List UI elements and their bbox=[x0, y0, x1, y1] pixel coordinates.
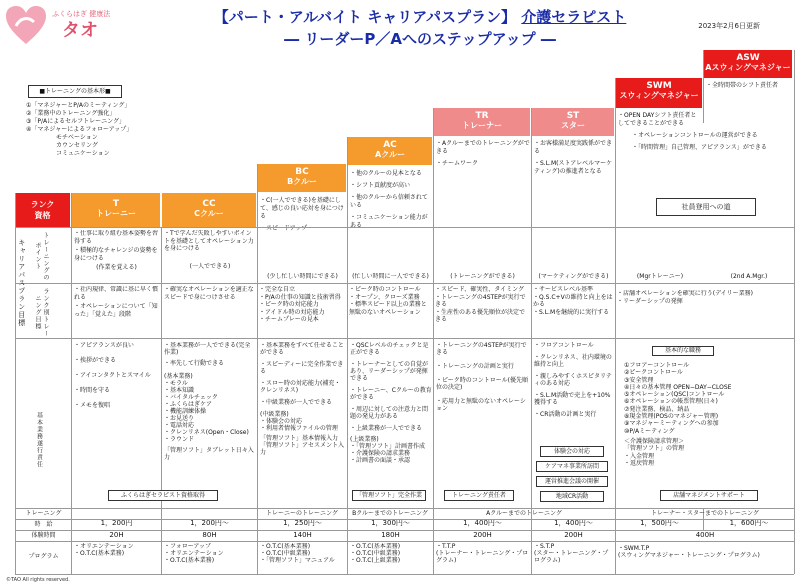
rank-goal-text: ・トレーニングの4STEPが実行できる bbox=[435, 293, 526, 308]
step-text-tr bbox=[436, 140, 530, 172]
rank-goal-text: ・社内規律、常識に基に早く慣れる bbox=[74, 286, 159, 301]
row-label-training: トレーニング bbox=[25, 510, 62, 517]
step-text: ・OPEN DAYシフト責任者としてできることができる bbox=[618, 112, 697, 127]
rank-goal-text: ・S.L.Mを継続的に実行する bbox=[533, 308, 610, 316]
grid-line bbox=[794, 50, 795, 574]
step-code: ASW bbox=[736, 53, 760, 63]
training-point-t bbox=[74, 230, 159, 282]
training-point-note-swm: (Mgrトレーニー) bbox=[636, 273, 684, 280]
duty-text: ④日々の基本管理 OPEN−DAY−CLOSE bbox=[624, 383, 732, 391]
step-header-asw bbox=[704, 50, 792, 78]
hours-bc: 140H bbox=[293, 532, 312, 539]
duty-text: ⑧現金管理(POSのマネジャー管理) bbox=[624, 413, 719, 421]
swm-duty-heading: 基本的な職務 bbox=[652, 346, 714, 356]
step-header-tr bbox=[434, 108, 530, 136]
grid-line bbox=[531, 108, 532, 574]
duty-text: ⑩P/Aミーティング bbox=[624, 427, 675, 435]
rank-goal-text: ・生産性のある優先順位が決定できる bbox=[435, 308, 526, 323]
duty-text: ＜介護保険請求管理＞ bbox=[624, 437, 685, 445]
duty-st bbox=[534, 342, 614, 442]
duty-text: ・機能訓練体操 bbox=[164, 408, 207, 415]
update-date: 2023年2月6日更新 bbox=[698, 22, 760, 30]
duty-text: (上級業務) bbox=[350, 436, 379, 443]
program-text: ・O.T.C(基本業務) bbox=[74, 550, 125, 557]
duty-text: ・上級業務が一人でできる bbox=[350, 425, 423, 432]
program-ac bbox=[350, 543, 432, 564]
grid-line bbox=[347, 137, 348, 574]
training-point-note-ac: (忙しい時間に一人でできる) bbox=[352, 273, 429, 280]
rank-goal-text: ・スピード、確実性、タイミング bbox=[435, 286, 524, 293]
duty-text: ・電話対応 bbox=[164, 422, 195, 429]
hours-cc: 80H bbox=[202, 532, 217, 539]
rank-goal-tr bbox=[435, 286, 530, 336]
basics-heading: ■トレーニングの基本形■ bbox=[28, 85, 122, 98]
duty-text: ・QSCレベルのチェックと是正ができる bbox=[350, 342, 429, 356]
grid-line bbox=[71, 193, 72, 574]
program-text: (スウィングマネジャー・トレーニング・プログラム) bbox=[618, 552, 760, 559]
program-text: ・フォローアップ bbox=[164, 543, 211, 550]
rank-goal-text: ・リーダーシップの発揮 bbox=[617, 297, 683, 305]
rank-goal-t bbox=[74, 286, 159, 336]
duty-text: ・介護保険の請求業務 bbox=[350, 450, 411, 457]
rank-goal-label: ランク別トレーニング目標 bbox=[34, 287, 49, 337]
program-text: (トレーナー・トレーニング・プログラム) bbox=[436, 550, 529, 564]
step-name: スター bbox=[561, 121, 585, 130]
title-part-b: 介護セラピスト bbox=[521, 8, 627, 26]
step-text: ・他のクルーの見本となる bbox=[350, 170, 422, 177]
rank-goal-text: ・店舗オペレーションを確実に行う(デイリー業務) bbox=[617, 290, 754, 297]
training-point-cc bbox=[164, 230, 256, 282]
duty-text: ・返戻管理 bbox=[624, 459, 655, 467]
step-header-swm bbox=[616, 78, 702, 108]
rank-goal-text: ・オペレーションについて「知った」「覚えた」段階 bbox=[74, 303, 158, 318]
step-code: BC bbox=[295, 167, 309, 177]
training-lead-box: トレーニング責任者 bbox=[444, 490, 514, 501]
program-st bbox=[534, 543, 614, 564]
grid-line bbox=[15, 508, 794, 509]
rank-goal-text: ・ピーク時のコントロール bbox=[349, 286, 421, 293]
rank-goal-text: ・オープン、クローズ業務 bbox=[349, 293, 420, 301]
rank-line1: ランク bbox=[30, 200, 55, 209]
program-text: (スター・トレーニング・プログラム) bbox=[534, 550, 609, 564]
program-text: ・O.T.C(基本業務) bbox=[260, 543, 311, 550]
duty-text: ・アイコンタクトとスマイル bbox=[74, 372, 151, 379]
training-point-note-tr: (トレーニングができる) bbox=[450, 273, 515, 280]
grid-line bbox=[15, 574, 794, 575]
hours-ac: 180H bbox=[381, 532, 400, 539]
step-code: T bbox=[112, 199, 120, 209]
rank-goal-text: ・完全な自立 bbox=[259, 286, 296, 293]
rank-goal-text: ・サービスレベル基準 bbox=[533, 286, 594, 293]
duty-text: ①フロアーコントロール bbox=[624, 362, 690, 369]
training-point-text: ・積極的なチャレンジの姿勢を身につける bbox=[74, 247, 158, 262]
heart-logo-icon bbox=[4, 4, 48, 46]
hours-st: 200H bbox=[564, 532, 583, 539]
training-point-label: トレーニングのポイント bbox=[34, 231, 49, 281]
copyright: ©TAO All rights reserved. bbox=[6, 577, 70, 583]
duty-text: ・「管理ソフト」計画書作成 bbox=[350, 443, 426, 450]
row-label-program: プログラム bbox=[28, 553, 59, 560]
training-point-note: (作業を覚える) bbox=[96, 264, 137, 271]
duty-text: ・バイタルチェック bbox=[164, 394, 218, 401]
row-label-hours: 体験時間 bbox=[31, 532, 56, 539]
duty-text: ・親しみやすくホスピタリティのある対応 bbox=[534, 373, 612, 387]
grid-line bbox=[615, 78, 616, 574]
duty-text: ・中級業務が一人でできる bbox=[260, 399, 333, 406]
basics-item: ②「業務中のトレーニング強化」 bbox=[26, 110, 116, 117]
duty-text: ・トレーニングの計画と実行 bbox=[436, 363, 514, 370]
step-name: Aスウィングマネジャー bbox=[705, 63, 791, 72]
grid-line bbox=[15, 541, 794, 542]
store-support-box: 店舗マネジメントサポート bbox=[660, 490, 758, 501]
duty-ac bbox=[350, 342, 432, 484]
basics-item: コミュニケーション bbox=[56, 150, 110, 157]
duty-text: ・体験会の対応 bbox=[260, 418, 303, 425]
grid-line bbox=[433, 108, 434, 574]
wage-swm: 1，500円〜 bbox=[640, 520, 679, 527]
step-code: ST bbox=[566, 111, 580, 121]
step-text: ・チームワーク bbox=[436, 160, 479, 167]
duty-text: ⑥オペレーションの帳票管理(日々) bbox=[624, 398, 718, 406]
basics-item: ③「P/Aによるセルフトレーニング」 bbox=[26, 118, 126, 125]
duty-text: ・挨拶ができる bbox=[74, 357, 117, 364]
step-name: Aクルー bbox=[375, 150, 405, 159]
training-span-t: トレーニーのトレーニング bbox=[266, 510, 338, 517]
rank-goal-swm bbox=[617, 290, 793, 336]
program-text: ・O.T.C(基本業務) bbox=[350, 543, 401, 550]
step-name: Cクルー bbox=[194, 209, 224, 218]
duty-text: ・率先して行動できる bbox=[164, 360, 225, 367]
step-name: トレーナー bbox=[462, 121, 502, 130]
rank-goal-text: ・チームプレーの見本 bbox=[259, 316, 319, 323]
training-point-text: ・Tで学んだ失敗しやすいポイントを基礎としてオペレーション力を身につける bbox=[164, 230, 254, 252]
duty-text: ・スロー時の対応能力(補充・クレンリネス) bbox=[260, 380, 341, 394]
rank-goal-text: ・確実なオペレーションを適正なスピードで身につけさせる bbox=[164, 286, 254, 301]
duty-text: 「管理ソフト」基本情報入力 bbox=[260, 435, 339, 442]
page-subtitle: ― リーダーP／Aへのステップアップ ― bbox=[284, 30, 556, 48]
step-text-swm bbox=[618, 112, 794, 156]
duty-cc bbox=[164, 342, 256, 482]
duty-text: 「管理ソフト」の管理 bbox=[624, 445, 685, 453]
basics-item: モチベーション bbox=[56, 134, 98, 141]
duty-text: ・クレンリネス、社内環境の維持と向上 bbox=[534, 354, 612, 368]
grid-line bbox=[15, 530, 794, 531]
duty-text: ⑦発注業務、検品、納品 bbox=[624, 405, 690, 413]
step-header-cc bbox=[162, 193, 256, 227]
duty-text: ・お見送り bbox=[164, 415, 195, 422]
step-text: ・Aクルーまでのトレーニングができる bbox=[436, 140, 530, 155]
step-code: AC bbox=[383, 140, 397, 150]
duty-text: ③安全管理 bbox=[624, 376, 654, 384]
step-text-st bbox=[534, 140, 614, 180]
program-text: ・O.T.C(上級業務) bbox=[350, 557, 401, 564]
step-text-bc bbox=[260, 197, 346, 237]
training-point-note-st: (マーケティングができる) bbox=[538, 273, 609, 280]
step-text: ・スピードアップ bbox=[260, 225, 308, 232]
grid-line bbox=[15, 338, 794, 339]
logo-line1: ふくらはぎ bbox=[52, 10, 87, 18]
duty-text: ・計画書の面談・承認 bbox=[350, 457, 411, 464]
basics-list bbox=[26, 102, 166, 158]
duty-text: ・フロアコントロール bbox=[534, 342, 594, 349]
step-text-ac bbox=[350, 170, 432, 234]
wage-bc: 1，250円〜 bbox=[283, 520, 322, 527]
program-text: ・「管理ソフト」マニュアル bbox=[260, 557, 335, 564]
duty-text: ・入金管理 bbox=[624, 452, 655, 460]
step-text: ・他のクルーから信頼されている bbox=[350, 194, 428, 209]
rank-goal-cc bbox=[164, 286, 256, 336]
basics-item: ④「マネジャーによるフォローアップ」 bbox=[26, 126, 133, 133]
title-part-a: 【パート・アルバイト キャリアパスプラン】 bbox=[213, 8, 517, 26]
hours-swm: 400H bbox=[695, 532, 715, 539]
duty-text: ・応用力と無駄のないオペレーション bbox=[436, 398, 526, 412]
duty-text: ⑨マネジャーミーティングへの参加 bbox=[624, 420, 719, 428]
rank-goal-text: ・ピーク時の対応能力 bbox=[259, 301, 319, 308]
training-point-note: (一人でできる) bbox=[189, 262, 231, 270]
rank-goal-st bbox=[533, 286, 614, 336]
duty-text: ・時間を守る bbox=[74, 387, 111, 394]
logo-brand: タオ bbox=[62, 20, 98, 41]
duty-text: ・S.L.M活動で売上を+10%獲得する bbox=[534, 392, 611, 406]
step-code: CC bbox=[202, 199, 216, 209]
program-text: ・SWM.T.P bbox=[618, 545, 650, 552]
program-text: ・O.T.C(中級業務) bbox=[350, 550, 401, 557]
rank-goal-text: ・標準スピード以上の業務と無駄のないオペレーション bbox=[349, 301, 427, 316]
step-text: ・お客様満足度実践係ができる bbox=[534, 140, 613, 155]
duty-text: ・モラル bbox=[164, 380, 188, 387]
step-header-st bbox=[532, 108, 614, 136]
rank-line2: 資格 bbox=[34, 211, 51, 220]
page-title bbox=[140, 8, 700, 27]
duty-text: ・メモを復唱 bbox=[74, 402, 111, 409]
rank-goal-text: ・P/Aの仕事の知識と技術習得 bbox=[259, 293, 341, 301]
logo bbox=[4, 4, 124, 52]
st-box-trial: 体験会の対応 bbox=[540, 446, 604, 457]
wage-cc: 1，200円〜 bbox=[190, 520, 229, 527]
row-label-wage: 時 給 bbox=[34, 521, 53, 528]
duty-text: 「管理ソフト」タブレット日々入力 bbox=[164, 447, 254, 461]
step-text: ・オペレーションコントロールの運営ができる bbox=[632, 132, 758, 139]
duty-text: ・ふくらはぎケア bbox=[164, 401, 213, 408]
st-box-caremanager: ケアマネ事業所訪問 bbox=[536, 461, 608, 472]
program-text: ・O.T.C(中級業務) bbox=[260, 550, 311, 557]
duty-swm bbox=[624, 362, 792, 480]
step-text: ・全時間帯のシフト責任者 bbox=[706, 82, 779, 89]
duty-text: ・利用者情報ファイルの管理 bbox=[260, 425, 338, 432]
step-text: ・S.L.M(ストアレベルマーケティング)の推進者となる bbox=[534, 160, 613, 175]
basics-item: ①「マネジャーとP/Aのミーティング」 bbox=[26, 102, 131, 109]
st-box-cr: 地域CR活動 bbox=[540, 491, 604, 502]
duty-text: ・基本知識 bbox=[164, 387, 195, 394]
duty-text: (基本業務) bbox=[164, 373, 193, 380]
training-point-text: ・仕事に取り組む基本姿勢を習得する bbox=[74, 230, 159, 245]
duty-text: 「管理ソフト」アセスメント入力 bbox=[260, 442, 344, 456]
step-header-ac bbox=[348, 137, 432, 165]
duty-text: ⑤オペレーション(QSC)コントロール bbox=[624, 391, 725, 399]
step-header-t bbox=[72, 193, 160, 227]
wage-tr: 1，400円〜 bbox=[463, 520, 502, 527]
grid-line bbox=[15, 227, 794, 228]
duty-text: ・クレンリネス(Open・Close) bbox=[164, 429, 249, 436]
program-swm bbox=[618, 545, 794, 559]
step-header-bc bbox=[258, 164, 346, 192]
career-label: キャリアパスプラン目標 bbox=[17, 238, 26, 327]
duty-text: ・周辺に対しての注意力と問題の発見力がある bbox=[350, 406, 429, 420]
program-tr bbox=[436, 543, 530, 564]
rank-goal-text: ・Q.S.C+Vの維持と向上をはかる bbox=[533, 293, 613, 308]
duty-bc bbox=[260, 342, 346, 492]
st-box-meeting: 運営推進会議の開催 bbox=[536, 476, 608, 487]
duty-text: ・アピアランスが良い bbox=[74, 342, 134, 349]
duty-text: ②ピークコントロール bbox=[624, 369, 683, 377]
hours-tr: 200H bbox=[473, 532, 492, 539]
wage-st: 1，400円〜 bbox=[554, 520, 593, 527]
duty-text: ・トレーニー、Cクルーの教育ができる bbox=[350, 387, 432, 401]
hours-t: 20H bbox=[109, 532, 124, 539]
rank-goal-ac bbox=[349, 286, 432, 336]
grid-line bbox=[703, 50, 704, 123]
step-text: ・シフト貢献度が高い bbox=[350, 182, 411, 189]
step-name: スウィングマネジャー bbox=[619, 91, 699, 100]
program-text: ・T.T.P bbox=[436, 543, 456, 550]
basics-item: カウンセリング bbox=[56, 142, 98, 149]
program-cc bbox=[164, 543, 256, 564]
grid-line bbox=[15, 283, 794, 284]
logo-line2: 健康法 bbox=[89, 10, 111, 18]
program-bc bbox=[260, 543, 346, 564]
duty-text: ・トレーニングの4STEPが実行できる bbox=[436, 342, 527, 356]
basic-duty-label: 基本業務遂行責任 bbox=[35, 412, 43, 468]
training-point-note-asw: (2nd A.Mgr.) bbox=[730, 273, 768, 280]
program-text: ・オリエンテーション bbox=[164, 550, 224, 557]
training-span-star: トレーナー・スターまでのトレーニング bbox=[651, 510, 759, 517]
step-text: ・コミュニケーション能力がある bbox=[350, 214, 428, 229]
duty-text: ・ラウンド bbox=[164, 436, 195, 443]
training-span-ac: Aクルーまでのトレーニング bbox=[486, 510, 562, 517]
duty-t bbox=[74, 342, 159, 482]
duty-text: ・CR活動の計画と実行 bbox=[534, 411, 597, 418]
duty-text: ・基本業務が一人でできる(完全作業) bbox=[164, 342, 251, 356]
rank-header bbox=[15, 193, 70, 227]
rank-goal-bc bbox=[259, 286, 346, 336]
training-span-bc: Bクルーまでのトレーニング bbox=[352, 510, 428, 517]
step-code: TR bbox=[475, 111, 489, 121]
program-text: ・オリエンテーション bbox=[74, 543, 134, 550]
rank-goal-text: ・アイドル時の対応能力 bbox=[259, 308, 325, 316]
step-name: トレーニー bbox=[96, 209, 136, 218]
program-t bbox=[74, 543, 160, 557]
duty-text: ・ピーク時のコントロール(優先順位の決定) bbox=[436, 377, 528, 391]
duty-text: (中級業務) bbox=[260, 411, 289, 418]
wage-asw: 1，600円〜 bbox=[729, 520, 769, 527]
duty-text: ・基本業務をすべて任せることができる bbox=[260, 342, 344, 356]
therapist-qualification-box: ふくらはぎセラピスト資格取得 bbox=[108, 490, 218, 501]
employee-path-box: 社員登用への道 bbox=[656, 198, 756, 216]
duty-text: ・トレーナーとしての自覚があり、リーダーシップが発揮できる bbox=[350, 361, 429, 382]
program-text: ・S.T.P bbox=[534, 543, 555, 550]
step-code: SWM bbox=[646, 81, 672, 91]
duty-text: ・スピーディーに完全作業できる bbox=[260, 361, 344, 375]
step-text-asw bbox=[706, 82, 794, 94]
program-text: ・O.T.C(基本業務) bbox=[164, 557, 215, 564]
step-text: ・「時間管理」自己管理、アピアランス」ができる bbox=[632, 144, 767, 151]
training-point-note-bc: (少し忙しい時間にできる) bbox=[267, 273, 338, 280]
step-text: ・C(一人でできる)を基礎にして、感じの良い応対を身につける bbox=[260, 197, 344, 220]
step-name: Bクルー bbox=[287, 177, 317, 186]
wage-t: 1，200円 bbox=[100, 520, 133, 527]
software-complete-box: 「管理ソフト」完全作業 bbox=[352, 490, 426, 501]
duty-tr bbox=[436, 342, 530, 442]
wage-ac: 1，300円〜 bbox=[371, 520, 410, 527]
